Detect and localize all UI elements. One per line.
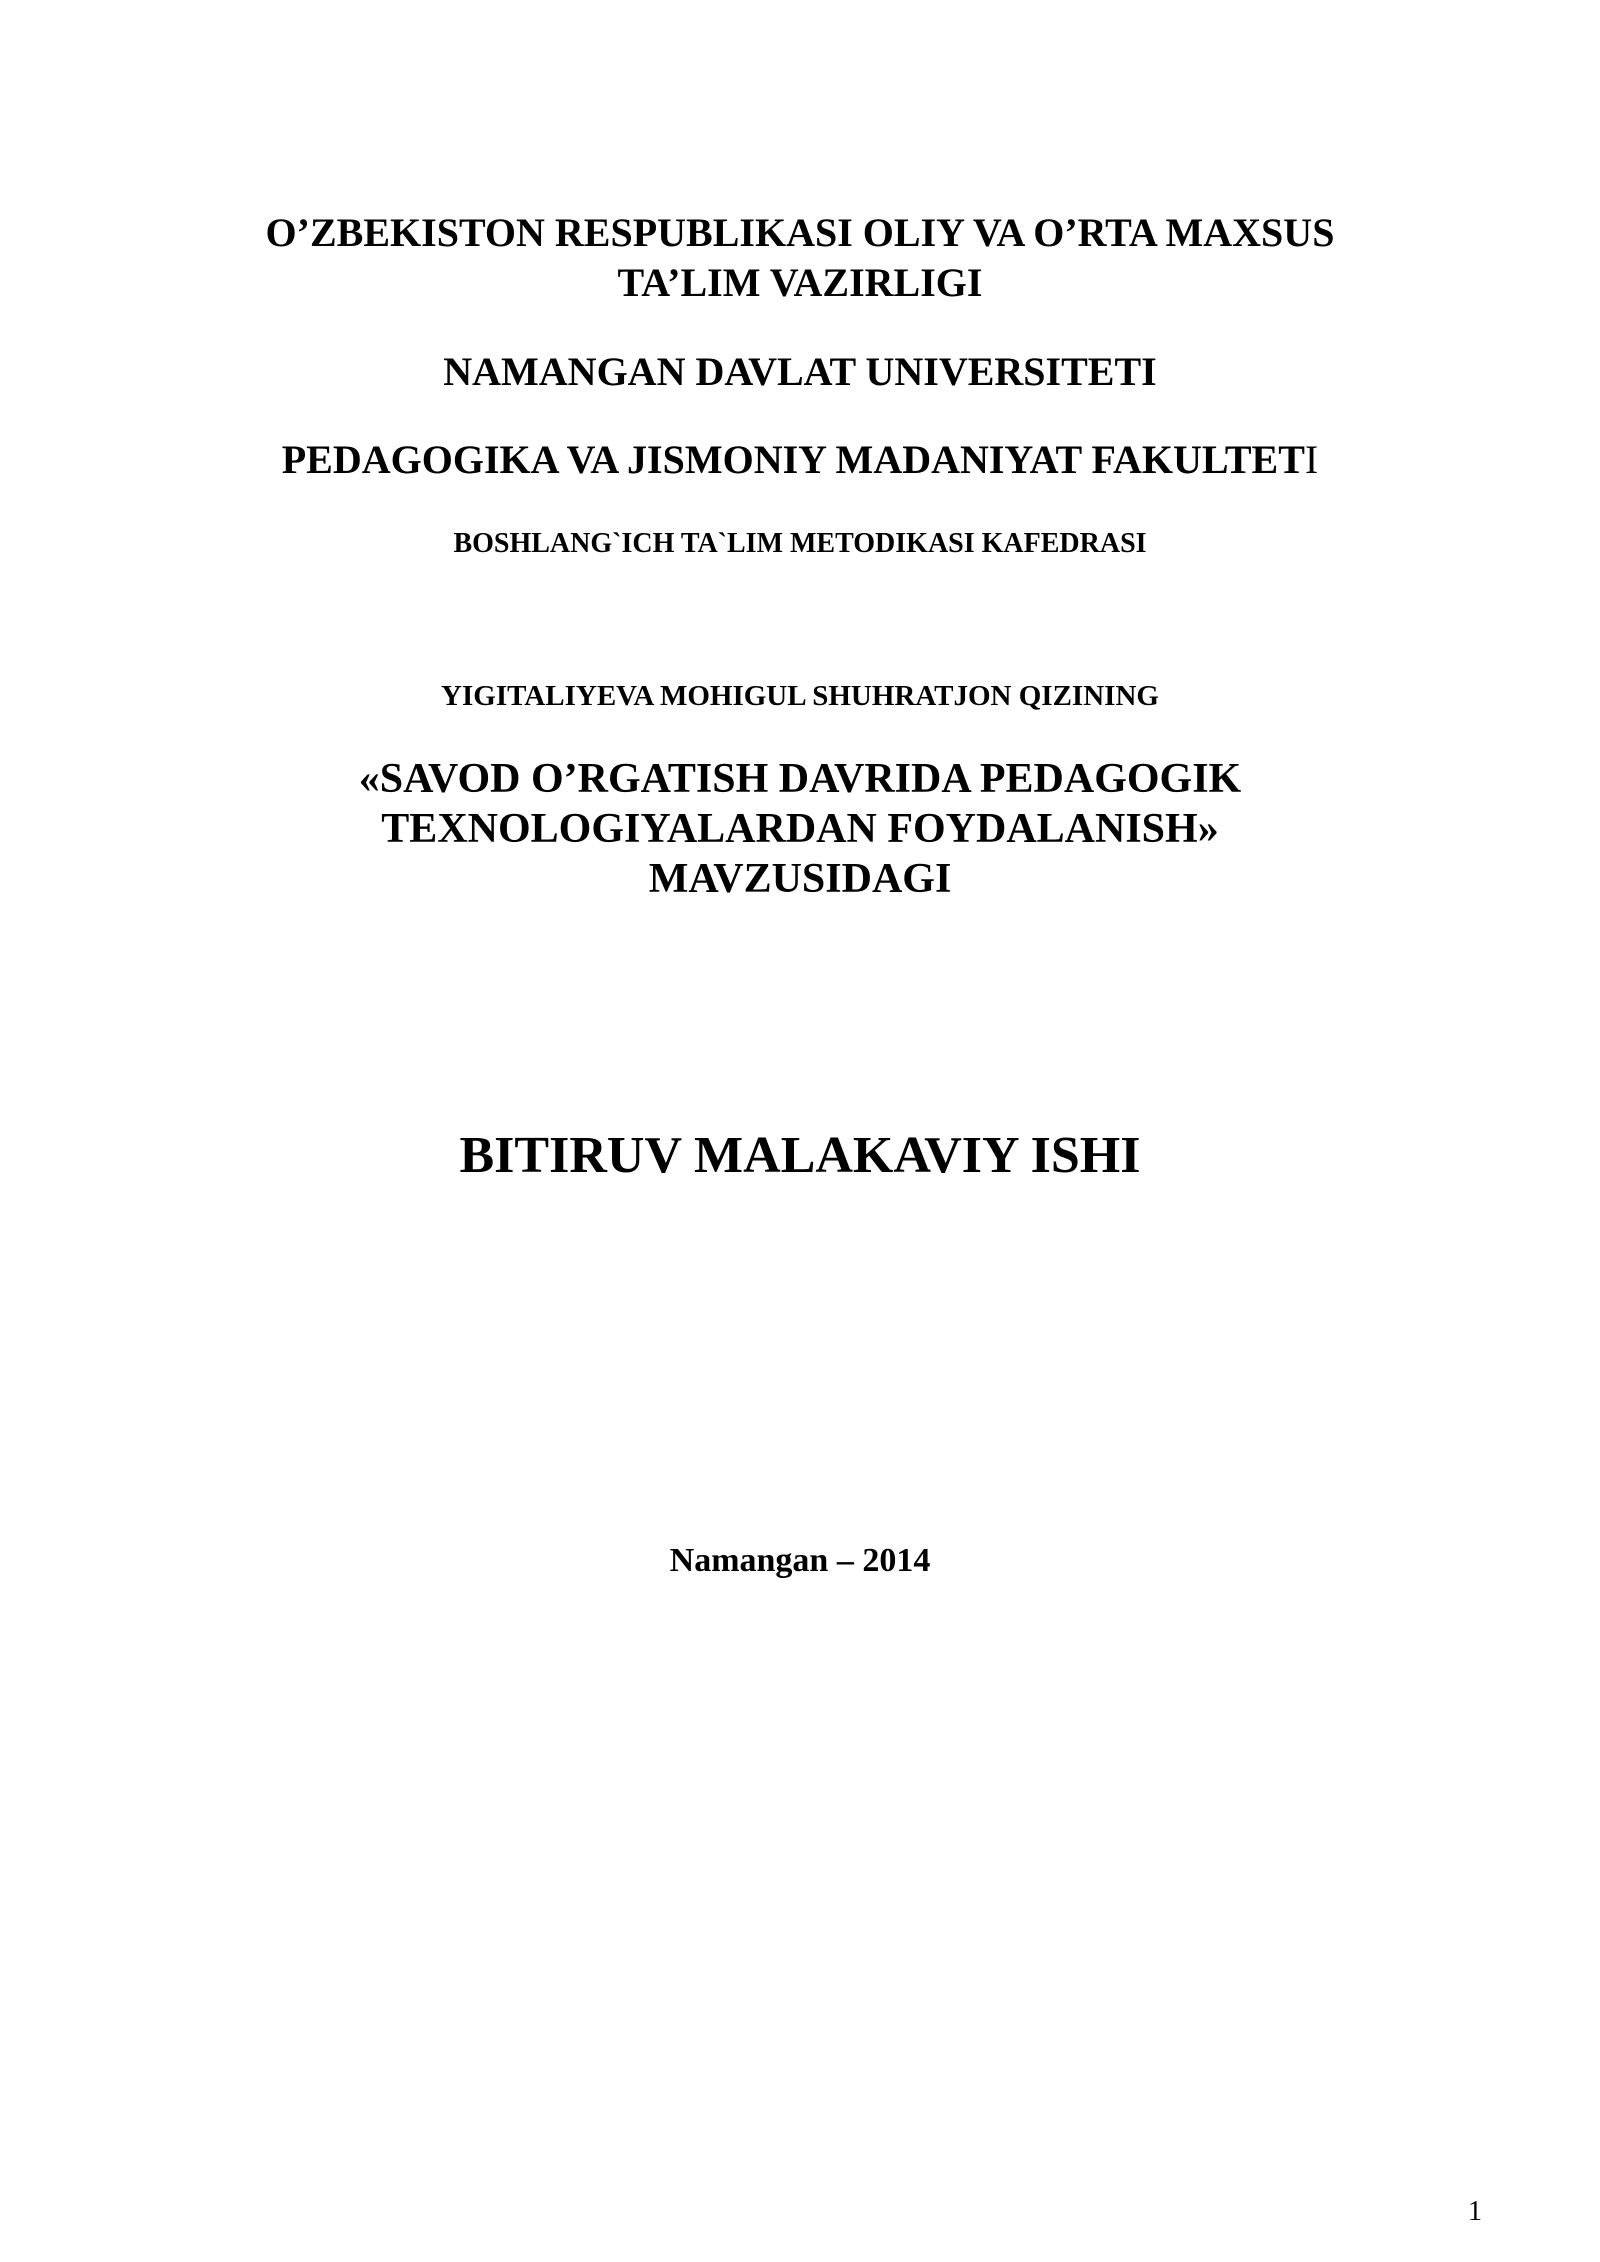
university-name: NAMANGAN DAVLAT UNIVERSITETI (443, 349, 1157, 394)
topic-line-2: TEXNOLOGIYALARDAN FOYDALANISH» (381, 806, 1219, 852)
topic-line-1: «SAVOD O’RGATISH DAVRIDA PEDAGOGIK (358, 756, 1242, 802)
ministry-line-2: TA’LIM VAZIRLIGI (617, 260, 983, 305)
faculty-name (0, 437, 1600, 482)
ministry-line-1: O’ZBEKISTON RESPUBLIKASI OLIY VA O’RTA MAXSUS (265, 210, 1335, 255)
department-name: BOSHLANG`ICH TA`LIM METODIKASI KAFEDRASI (453, 528, 1147, 559)
place-and-year: Namangan – 2014 (669, 1542, 931, 1579)
author-name: YIGITALIYEVA MOHIGUL SHUHRATJON QIZINING (441, 680, 1159, 712)
topic-line-3: MAVZUSIDAGI (648, 856, 952, 902)
page-number: 1 (1468, 2196, 1482, 2227)
faculty-name-tail: I (1304, 437, 1319, 482)
faculty-name-main: PEDAGOGIKA VA JISMONIY MADANIYAT FAKULTET (281, 437, 1305, 482)
work-type-title: BITIRUV MALAKAVIY ISHI (459, 1127, 1141, 1184)
